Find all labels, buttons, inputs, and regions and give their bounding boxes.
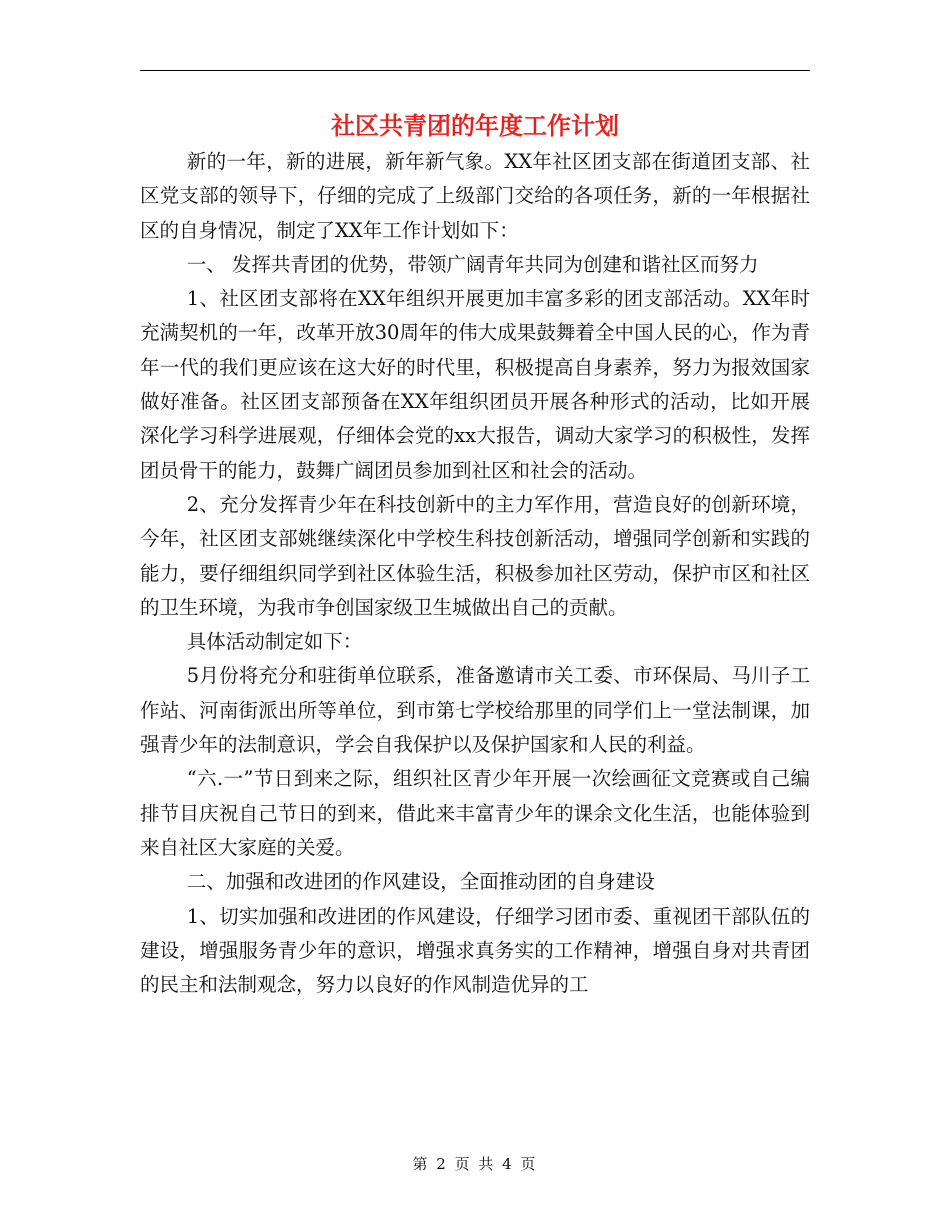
paragraph-item-2-1: 1、切实加强和改进团的作风建设，仔细学习团市委、重视团干部队伍的建设，增强服务青少年的意识，增强求真务实的工作精神，增强自身对共青团的民主和法制观念，努力以良好的作风制造优异的工 — [140, 904, 810, 997]
paragraph-activities-intro: 具体活动制定如下： — [186, 630, 363, 654]
paragraph-item-1-2: 2、充分发挥青少年在科技创新中的主力军作用，营造良好的创新环境，今年，社区团支部姚继续深化中学校生科技创新活动，增强同学创新和实践的能力，要仔细组织同学到社区体验生活，积极参加社区劳动，保护市区和社区的卫生环境，为我市争创国家级卫生城做出自己的贡献。 — [140, 492, 810, 619]
paragraph-item-1-1: 1、社区团支部将在XX年组织开展更加丰富多彩的团支部活动。XX年时充满契机的一年，改革开放30周年的伟大成果鼓舞着全中国人民的心，作为青年一代的我们更应该在这大好的时代里，积极提高自身素养，努力为报效国家做好准备。社区团支部预备在XX年组织团员开展各种形式的活动，比如开展深化学习科学进展观，仔细体会党的xx大报告，调动大家学习的积极性，发挥团员骨干的能力，鼓舞广阔团员参加到社区和社会的活动。 — [140, 287, 810, 482]
document-title: 社区共青团的年度工作计划 — [331, 111, 619, 140]
section-heading-2: 二、加强和改进团的作风建设，全面推动团的自身建设 — [186, 870, 655, 894]
section-heading-1: 一、 发挥共青团的优势，带领广阔青年共同为创建和谐社区而努力 — [186, 252, 759, 276]
paragraph-intro: 新的一年，新的进展，新年新气象。XX年社区团支部在街道团支部、社区党支部的领导下，仔细的完成了上级部门交给的各项任务，新的一年根据社区的自身情况，制定了XX年工作计划如下： — [140, 150, 810, 242]
header-rule — [140, 70, 810, 71]
page-number-footer: 第 2 页 共 4 页 — [412, 1155, 538, 1173]
document-body — [140, 145, 810, 1002]
paragraph-activity-may: 5月份将充分和驻街单位联系，准备邀请市关工委、市环保局、马川子工作站、河南街派出所等单位，到市第七学校给那里的同学们上一堂法制课，加强青少年的法制意识，学会自我保护以及保护国家和人民的利益。 — [140, 664, 810, 757]
paragraph-activity-june: “六.一”节日到来之际，组织社区青少年开展一次绘画征文竞赛或自己编排节目庆祝自己节日的到来，借此来丰富青少年的课余文化生活，也能体验到来自社区大家庭的关爱。 — [140, 767, 810, 859]
